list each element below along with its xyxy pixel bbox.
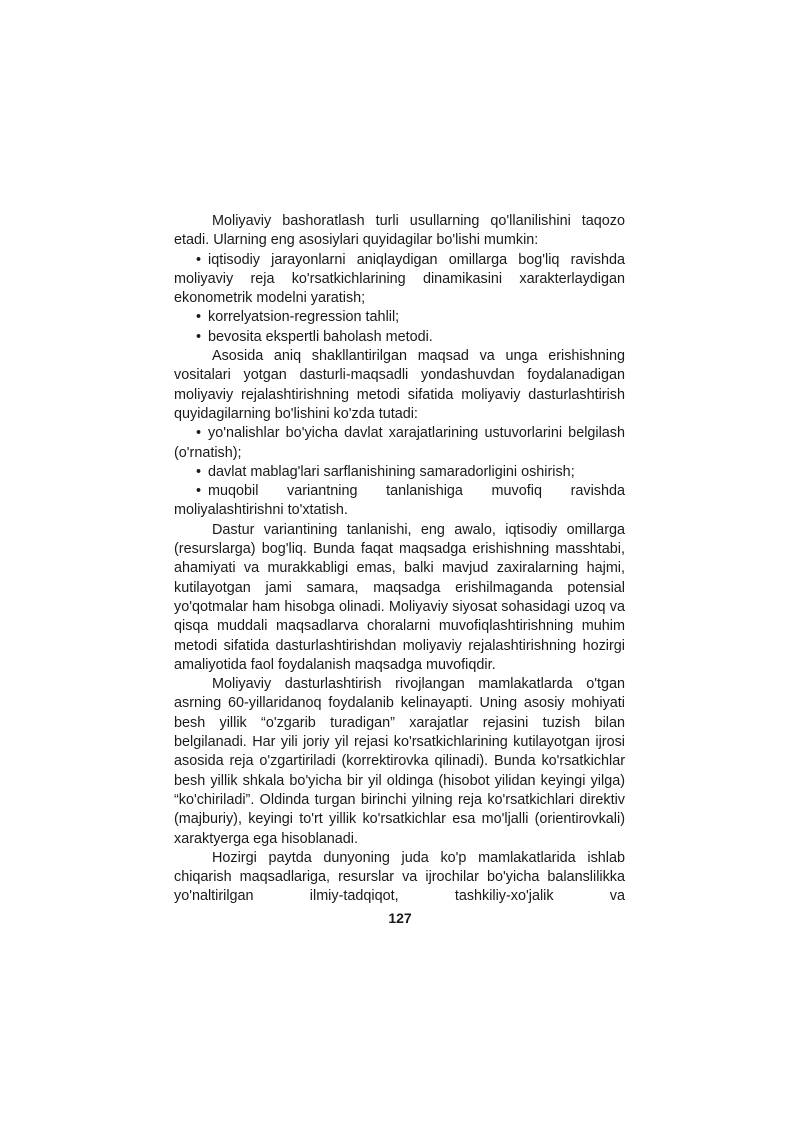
paragraph-variant-choice: Dastur variantining tanlanishi, eng awalo, iqtisodiy omillarga (resurslarga) bog'liq. Bunda faqat maqsadga erishishning masshtabi, ahamiyati va murakkabligi emas, balki mavjud zaxiralarning hajmi, kutilayotgan jami samara, maqsadga erishilmaganda potensial yo'qotmalar ham hisobga olinadi. Moliyaviy siyosat sohasidagi uzoq va qisqa muddali maqsadlarva choralarni muvofiqlashtirishning muhim metodi sifatida dasturlashtirishdan moliyaviy rejalashtirishning hozirgi amaliyotida faol foydalanish maqsadga muvofiqdir. <box>174 521 625 673</box>
bullet-dot-icon: • <box>196 425 202 442</box>
bullet-item <box>174 328 625 347</box>
bullet-text: yo'nalishlar bo'yicha davlat xarajatlarining ustuvorlarini belgilash (o'rnatish); <box>174 425 625 461</box>
bullet-item <box>174 482 625 521</box>
bullet-item <box>174 424 625 463</box>
bullet-item <box>174 463 625 482</box>
page-body <box>174 212 625 907</box>
bullet-dot-icon: • <box>196 328 202 345</box>
bullet-text: iqtisodiy jarayonlarni aniqlaydigan omillarga bog'liq ravishda moliyaviy reja ko'rsatkichlarining dinamikasini xarakterlaydigan ekonometrik modelni yaratish; <box>174 251 625 307</box>
paragraph-intro: Moliyaviy bashoratlash turli usullarning qo'llanilishini taqozo etadi. Ularning eng asosiylari quyidagilar bo'lishi mumkin: <box>174 213 625 249</box>
paragraph-programming: Asosida aniq shakllantirilgan maqsad va unga erishishning vositalari yotgan dasturli-maqsadli yondashuvdan foydalanadigan moliyaviy rejalashtirishning metodi sifatida moliyaviy dasturlashtirish quyidagilarning bo'lishini ko'zda tutadi: <box>174 348 625 422</box>
bullet-text: bevosita ekspertli baholash metodi. <box>208 328 433 345</box>
bullet-dot-icon: • <box>196 309 202 326</box>
paragraph-present-day: Hozirgi paytda dunyoning juda ko'p mamlakatlarida ishlab chiqarish maqsadlariga, resurslar va ijrochilar bo'yicha balanslilikka yo'naltirilgan ilmiy-tadqiqot, tashkiliy-xo'jalik va <box>174 849 625 905</box>
bullet-text: davlat mablag'lari sarflanishining samaradorligini oshirish; <box>208 463 575 480</box>
bullet-text: muqobil variantning tanlanishiga muvofiq ravishda moliyalashtirishni to'xtatish. <box>174 483 625 519</box>
bullet-dot-icon: • <box>196 251 202 268</box>
page-number: 127 <box>388 910 412 926</box>
bullet-item <box>174 308 625 327</box>
bullet-text: korrelyatsion-regression tahlil; <box>208 309 400 326</box>
paragraph-developed-countries: Moliyaviy dasturlashtirish rivojlangan mamlakatlarda o'tgan asrning 60-yillaridanoq foydalanib kelinayapti. Uning asosiy mohiyati besh yillik “o'zgarib turadigan” xarajatlar rejasini tuzish bilan belgilanadi. Har yili joriy yil rejasi ko'rsatkichlarining kutilayotgan ijrosi asosida reja o'zgartiriladi (korrektirovka qilinadi). Bunda ko'rsatkichlar besh yillik shkala bo'yicha bir yil oldinga (hisobot yilidan keyingi yilga) “ko'chiriladi”. Oldinda turgan birinchi yilning reja ko'rsatkichlari direktiv (majburiy), keyingi to'rt yillik ko'rsatkichlar esa mo'ljalli (orientirovkali) xaraktyerga ega hisoblanadi. <box>174 676 625 847</box>
bullet-dot-icon: • <box>196 463 202 480</box>
bullet-dot-icon: • <box>196 483 202 500</box>
bullet-item <box>174 251 625 309</box>
